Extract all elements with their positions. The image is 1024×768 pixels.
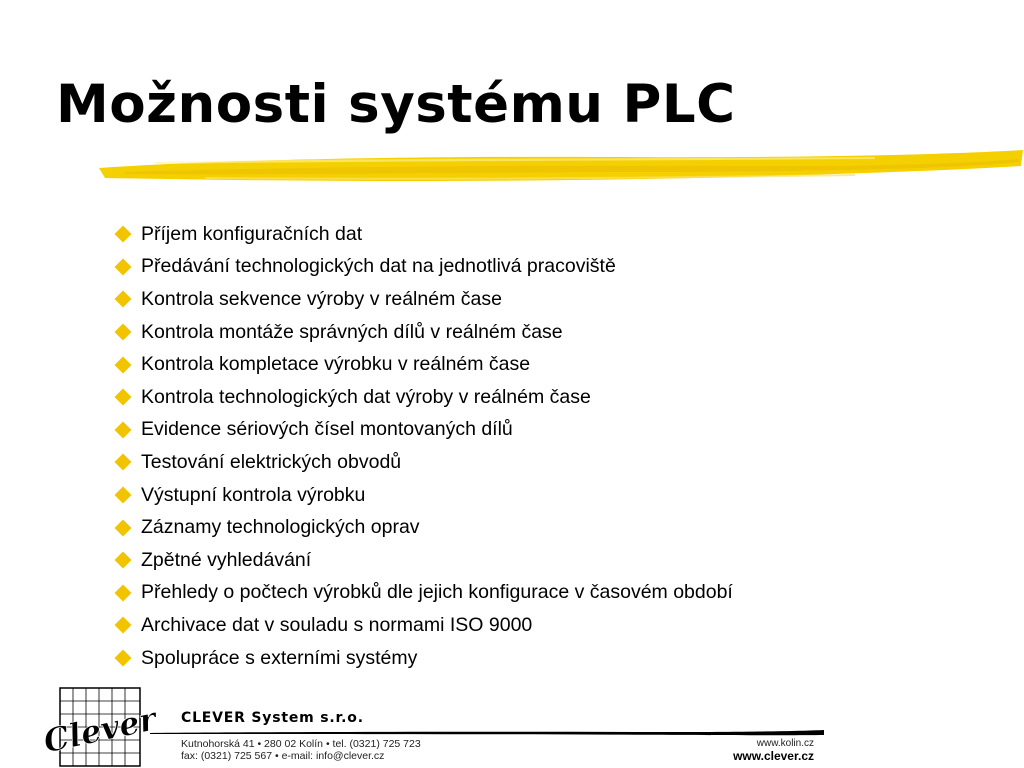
list-item	[113, 381, 733, 414]
company-address: Kutnohorská 41 • 280 02 Kolín • tel. (0321) 725 723	[181, 738, 421, 750]
bullet-text: Spolupráce s externími systémy	[141, 646, 418, 669]
diamond-bullet-icon	[115, 487, 132, 504]
diamond-bullet-icon	[115, 324, 132, 341]
list-item	[113, 283, 733, 316]
logo-text: Clever	[40, 699, 160, 761]
website-link-clever[interactable]: www.clever.cz	[733, 749, 814, 763]
diamond-bullet-icon	[115, 291, 132, 308]
list-item	[113, 544, 733, 577]
bullet-text: Archivace dat v souladu s normami ISO 9000	[141, 613, 533, 636]
diamond-bullet-icon	[115, 356, 132, 373]
company-contact: fax: (0321) 725 567 • e-mail: info@clever.cz	[181, 750, 385, 762]
website-link-kolin[interactable]: www.kolin.cz	[756, 738, 814, 749]
slide-footer	[0, 686, 1024, 768]
diamond-bullet-icon	[115, 258, 132, 275]
list-item	[113, 316, 733, 349]
feature-list	[113, 218, 733, 674]
diamond-bullet-icon	[115, 617, 132, 634]
diamond-bullet-icon	[115, 519, 132, 536]
diamond-bullet-icon	[115, 584, 132, 601]
list-item	[113, 218, 733, 251]
bullet-text: Testování elektrických obvodů	[141, 450, 402, 473]
footer-divider	[150, 729, 824, 737]
list-item	[113, 577, 733, 610]
bullet-text: Kontrola sekvence výroby v reálném čase	[141, 287, 502, 310]
bullet-text: Předávání technologických dat na jednotlivá pracoviště	[141, 255, 616, 278]
list-item	[113, 348, 733, 381]
list-item	[113, 446, 733, 479]
diamond-bullet-icon	[115, 552, 132, 569]
bullet-text: Zpětné vyhledávání	[141, 548, 312, 571]
bullet-text: Záznamy technologických oprav	[141, 516, 420, 539]
list-item	[113, 511, 733, 544]
list-item	[113, 642, 733, 675]
bullet-text: Evidence sériových čísel montovaných dílů	[141, 418, 513, 441]
bullet-text: Kontrola technologických dat výroby v reálném čase	[141, 385, 591, 408]
highlighter-stroke	[95, 148, 1024, 190]
diamond-bullet-icon	[115, 226, 132, 243]
bullet-text: Přehledy o počtech výrobků dle jejich konfigurace v časovém období	[141, 581, 733, 604]
diamond-bullet-icon	[115, 389, 132, 406]
list-item	[113, 479, 733, 512]
clever-logo	[40, 687, 160, 767]
bullet-text: Příjem konfiguračních dat	[141, 222, 363, 245]
list-item	[113, 414, 733, 447]
bullet-text: Výstupní kontrola výrobku	[141, 483, 366, 506]
company-name: CLEVER System s.r.o.	[181, 710, 364, 726]
diamond-bullet-icon	[115, 421, 132, 438]
list-item	[113, 609, 733, 642]
bullet-text: Kontrola montáže správných dílů v reálném čase	[141, 320, 563, 343]
diamond-bullet-icon	[115, 650, 132, 667]
diamond-bullet-icon	[115, 454, 132, 471]
list-item	[113, 251, 733, 284]
bullet-text: Kontrola kompletace výrobku v reálném čase	[141, 353, 531, 376]
slide-title: Možnosti systému PLC	[56, 74, 736, 135]
